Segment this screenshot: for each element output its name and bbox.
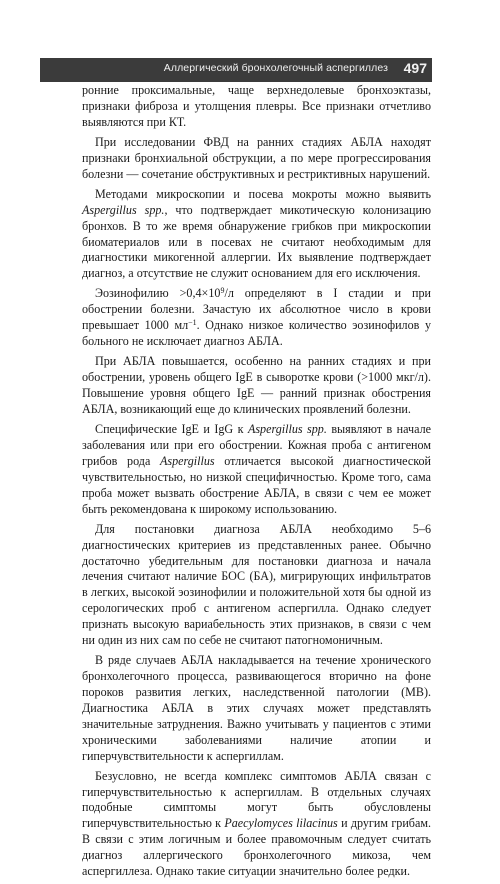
superscript: −1 (188, 318, 197, 328)
italic-term: Aspergillus (159, 453, 215, 468)
text-run: При исследовании ФВД на ранних стадиях АБЛА находят признаки бронхиальной обструкции, а по мере прогрессирования болезни — сочетание обструктивных и рестриктивных нарушений. (82, 134, 431, 181)
paragraph (82, 522, 431, 649)
italic-term: Paecylomyces lilacinus (224, 816, 338, 831)
text-run: /л определяют в I стадии и при обострении болезни. Зачастую их абсолютное число в крови превышает 1000 мл (82, 286, 431, 333)
text-run: В ряде случаев АБЛА накладывается на течение хронического бронхолегочного процесса, развивающегося вторично на фоне пороков развития легких, наследственной патологии (МВ). Диагностика АБЛА в этих случаях может представлять значительные затруднения. Важно учитывать у пациентов с этими хроническими заболеваниями наличие атопии и гиперчувствительности к аспергиллам. (82, 653, 431, 763)
paragraph (82, 653, 431, 764)
text-run: Специфические IgE и IgG к (95, 422, 248, 437)
text-run: . Однако низкое количество эозинофилов у больного не исключает диагноз АБЛА. (82, 318, 431, 349)
paragraph (82, 422, 431, 517)
page-number: 497 (403, 60, 427, 76)
paragraph (82, 354, 431, 418)
text-run: При АБЛА повышается, особенно на ранних стадиях и при обострении, уровень общего IgE в сыворотке крови (>1000 мкг/л). Повышение уровня общего IgE — ранний признак обострения АБЛА, возникающий еще до клинических проявлений болезни. (82, 354, 431, 416)
paragraph (82, 286, 431, 350)
text-run: и другим грибам. В связи с этим логичным и более правомочным следует считать диагноз аллергического бронхолегочного микоза, чем аспергиллеза. Однако такие ситуации значительно более редки. (82, 816, 431, 879)
italic-term: Aspergillus spp. (82, 202, 165, 217)
text-run: , что подтверждает микотическую колонизацию бронхов. В то же время обнаружение грибков при микроскопии биоматериалов или в посевах не считают необходимым для диагностики микогенной аллергии. Их выявление подтверждает диагноз, а отсутствие не служит основанием для его исключения. (82, 202, 431, 281)
italic-term: Aspergillus spp. (247, 422, 327, 437)
superscript: 9 (220, 286, 225, 296)
paragraph (82, 83, 431, 131)
paragraph (82, 187, 431, 282)
paragraph (82, 135, 431, 183)
text-run: ронние проксимальные, чаще верхнедолевые бронхоэктазы, признаки фиброза и утолщения плевры. Все признаки отчетливо выявляются при КТ. (82, 83, 431, 129)
running-header (40, 58, 432, 82)
text-run: отличается высокой диагностической чувствительностью, но низкой специфичностью. Кроме того, сама проба может вызвать обострение АБЛА, в связи с чем ее может быть рекомендована к широкому использованию. (82, 453, 432, 516)
text-run: Для постановки диагноза АБЛА необходимо 5–6 диагностических критериев из представленных ранее. Обычно достаточно убедительным для постановки диагноза и начала лечения считают наличие БОС (БА), мигрирующих инфильтратов в легких, высокой эозинофилии и положительной хотя бы одной из серологических проб с антигеном аспергилла. Однако следует признать высокую вариабельность этих признаков, в связи с чем ни один из них сам по себе не считают патогномоничным. (82, 521, 431, 648)
text-run: выявляют в начале заболевания или при его обострении. Кожная проба с антигеном грибов рода (82, 422, 431, 468)
body-text (82, 83, 431, 884)
chapter-title: Аллергический бронхолегочный аспергиллез (163, 62, 388, 74)
paragraph (82, 769, 431, 880)
text-run: Эозинофилию >0,4×10 (95, 286, 221, 301)
text-run: Безусловно, не всегда комплекс симптомов АБЛА связан с гиперчувствительностью к аспергиллам. В отдельных случаях подобные симптомы могут быть обусловлены гиперчувствительностью к (82, 768, 431, 831)
text-run: Методами микроскопии и посева мокроты можно выявить (95, 186, 431, 201)
